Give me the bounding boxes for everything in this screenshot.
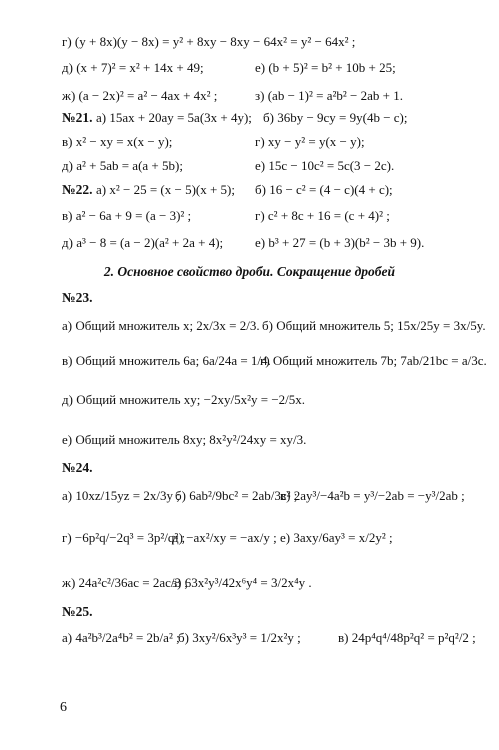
problem-24-number: №24. xyxy=(62,460,93,475)
math-line: ж) 24a²c²/36ac = 2ac/3 ; xyxy=(62,575,188,590)
math-line: б) 3xy²/6x³y³ = 1/2x²y ; xyxy=(178,630,301,645)
page-number: 6 xyxy=(60,700,67,715)
math-line: а) Общий множитель x; 2x/3x = 2/3. xyxy=(62,318,260,333)
math-line: в) a² − 6a + 9 = (a − 3)² ; xyxy=(62,208,192,223)
math-line: е) 15c − 10c² = 5c(3 − 2c). xyxy=(255,158,395,173)
math-line: б) Общий множитель 5; 15x/25y = 3x/5y. xyxy=(262,318,486,333)
math-line: д) Общий множитель xy; −2xy/5x²y = −2/5x. xyxy=(62,392,306,407)
math-line: е) 3axy/6ay³ = x/2y² ; xyxy=(280,530,393,545)
problem-21-number: №21. xyxy=(62,110,93,125)
math-line: а) x² − 25 = (x − 5)(x + 5); xyxy=(96,182,236,197)
math-line: а) 10xz/15yz = 2x/3y ; xyxy=(62,488,180,503)
math-line: в) 24p⁴q⁴/48p²q² = p²q²/2 ; xyxy=(338,630,476,645)
math-line: г) (y + 8x)(y − 8x) = y² + 8xy − 8xy − 64x² = y² − 64x² ; xyxy=(62,34,356,49)
math-line: д) a² + 5ab = a(a + 5b); xyxy=(62,158,183,173)
math-line: е) (b + 5)² = b² + 10b + 25; xyxy=(255,60,396,75)
math-line: е) b³ + 27 = (b + 3)(b² − 3b + 9). xyxy=(255,235,425,250)
section-title: 2. Основное свойство дроби. Сокращение дробей xyxy=(103,264,396,279)
problem-23-number: №23. xyxy=(62,290,93,305)
problem-22-number: №22. xyxy=(62,182,93,197)
math-line: ж) (a − 2x)² = a² − 4ax + 4x² ; xyxy=(62,88,218,103)
math-line: а) 4a²b³/2a⁴b² = 2b/a² ; xyxy=(62,630,180,645)
math-line: е) Общий множитель 8xy; 8x²y²/24xy = xy/3. xyxy=(62,432,307,447)
math-line: з) (ab − 1)² = a²b² − 2ab + 1. xyxy=(255,88,403,103)
math-line: д) a³ − 8 = (a − 2)(a² + 2a + 4); xyxy=(62,235,224,250)
problem-25-number: №25. xyxy=(62,604,93,619)
math-line: г) −6p²q/−2q³ = 3p²/q² ; xyxy=(62,530,186,545)
math-line: д) (x + 7)² = x² + 14x + 49; xyxy=(62,60,204,75)
math-line: з) 63x²y³/42x⁶y⁴ = 3/2x⁴y . xyxy=(172,575,312,590)
math-line: а) 15ax + 20ay = 5a(3x + 4y); xyxy=(96,110,252,125)
math-line: б) 36by − 9cy = 9y(4b − c); xyxy=(263,110,408,125)
math-line: в) x² − xy = x(x − y); xyxy=(62,134,173,149)
math-line: д) −ax²/xy = −ax/y ; xyxy=(172,530,277,545)
math-line: б) 16 − c² = (4 − c)(4 + c); xyxy=(255,182,393,197)
math-line: г) Общий множитель 7b; 7ab/21bc = a/3c. xyxy=(260,353,487,368)
math-line: в) 2ay³/−4a²b = y³/−2ab = −y³/2ab ; xyxy=(280,488,465,503)
math-line: г) xy − y² = y(x − y); xyxy=(255,134,365,149)
math-line: г) c² + 8c + 16 = (c + 4)² ; xyxy=(255,208,390,223)
math-line: б) 6ab²/9bc² = 2ab/3c² ; xyxy=(175,488,298,503)
math-line: в) Общий множитель 6a; 6a/24a = 1/4. xyxy=(62,353,271,368)
